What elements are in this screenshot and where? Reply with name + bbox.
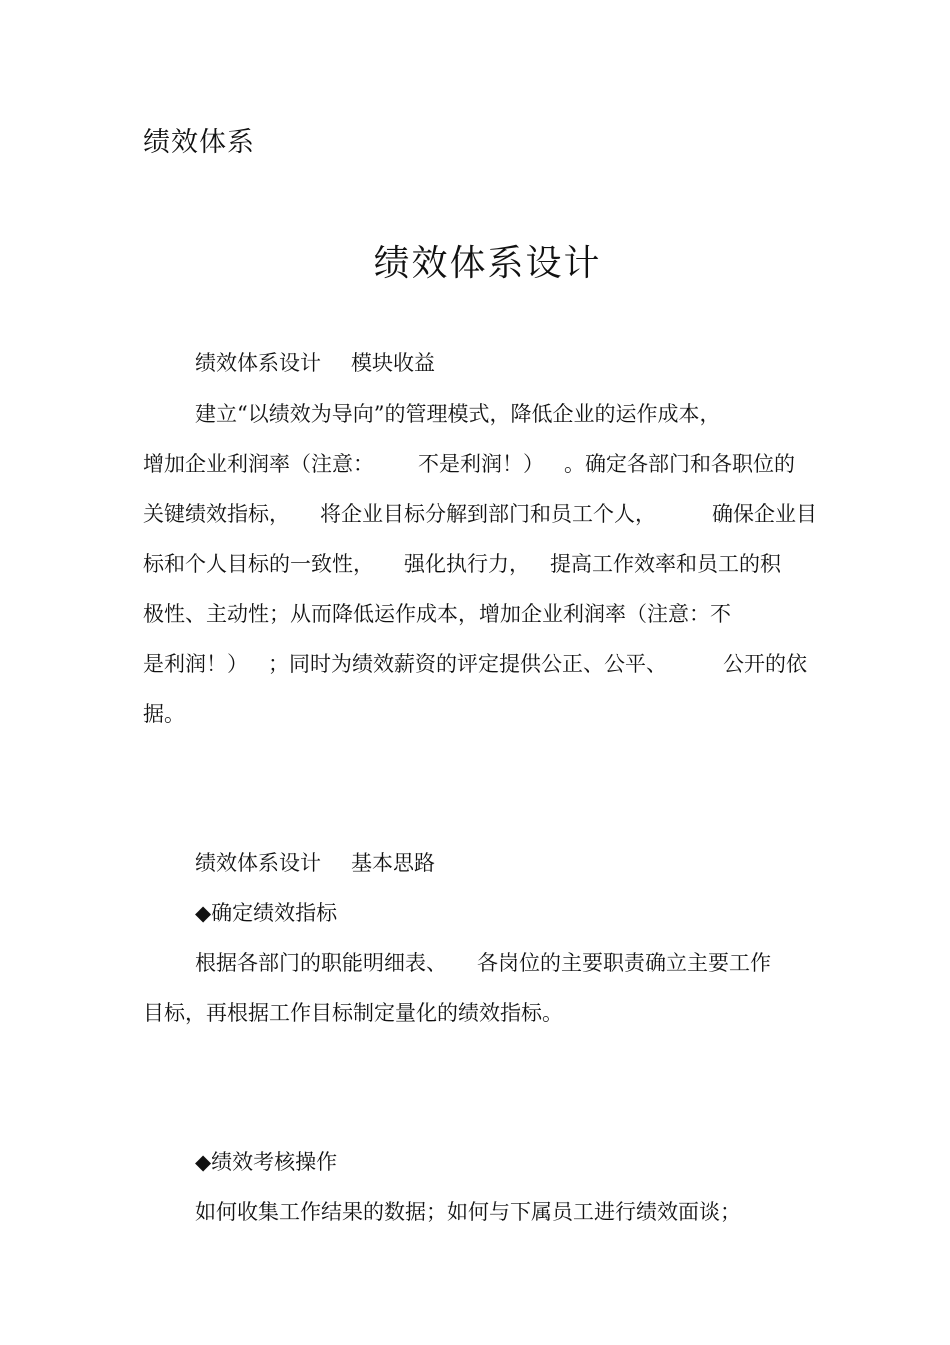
section1-heading-main: 绩效体系设计 xyxy=(195,351,321,375)
paragraph1-line3-c: 确保企业目 xyxy=(712,502,817,526)
section1-heading-sub: 模块收益 xyxy=(351,351,435,375)
paragraph1-line4-c: 提高工作效率和员工的积 xyxy=(550,552,781,576)
paragraph1-line1: 建立“以绩效为导向”的管理模式，降低企业的运作成本， xyxy=(195,402,721,426)
paragraph1-line6 xyxy=(143,649,807,679)
section2-heading-sub: 基本思路 xyxy=(351,851,435,875)
paragraph1-line7: 据。 xyxy=(143,702,185,726)
section2-heading-main: 绩效体系设计 xyxy=(195,851,321,875)
paragraph1-line5: 极性、主动性；从而降低运作成本，增加企业利润率（注意：不 xyxy=(143,602,731,626)
paragraph1-line3 xyxy=(143,499,817,529)
paragraph1-line4 xyxy=(143,549,781,579)
paragraph2-line1 xyxy=(195,948,771,978)
paragraph1-line4-b: 强化执行力， xyxy=(404,552,530,576)
paragraph1-line4-a: 标和个人目标的一致性， xyxy=(143,552,374,576)
section2-heading xyxy=(195,848,435,878)
paragraph2-line1-a: 根据各部门的职能明细表、 xyxy=(195,951,447,975)
paragraph1-line6-a: 是利润！） xyxy=(143,652,248,676)
paragraph2-line1-b: 各岗位的主要职责确立主要工作 xyxy=(477,951,771,975)
paragraph1-line2-c: 。确定各部门和各职位的 xyxy=(564,452,795,476)
bullet-assessment-heading: ◆绩效考核操作 xyxy=(195,1150,338,1174)
paragraph3-line1: 如何收集工作结果的数据；如何与下属员工进行绩效面谈； xyxy=(195,1200,741,1224)
page-header-title: 绩效体系 xyxy=(143,127,255,158)
paragraph1-line2 xyxy=(143,449,795,479)
paragraph1-line6-c: 公开的依 xyxy=(723,652,807,676)
document-title: 绩效体系设计 xyxy=(373,243,602,284)
bullet-kpi-heading: ◆确定绩效指标 xyxy=(195,901,338,925)
section1-heading xyxy=(195,348,435,378)
paragraph1-line2-a: 增加企业利润率（注意： xyxy=(143,452,374,476)
paragraph1-line2-b: 不是利润！） xyxy=(418,452,544,476)
paragraph1-line3-a: 关键绩效指标， xyxy=(143,502,290,526)
paragraph1-line6-b: ；同时为绩效薪资的评定提供公正、公平、 xyxy=(268,652,667,676)
paragraph1-line3-b: 将企业目标分解到部门和员工个人， xyxy=(320,502,656,526)
paragraph2-line2: 目标，再根据工作目标制定量化的绩效指标。 xyxy=(143,1001,563,1025)
